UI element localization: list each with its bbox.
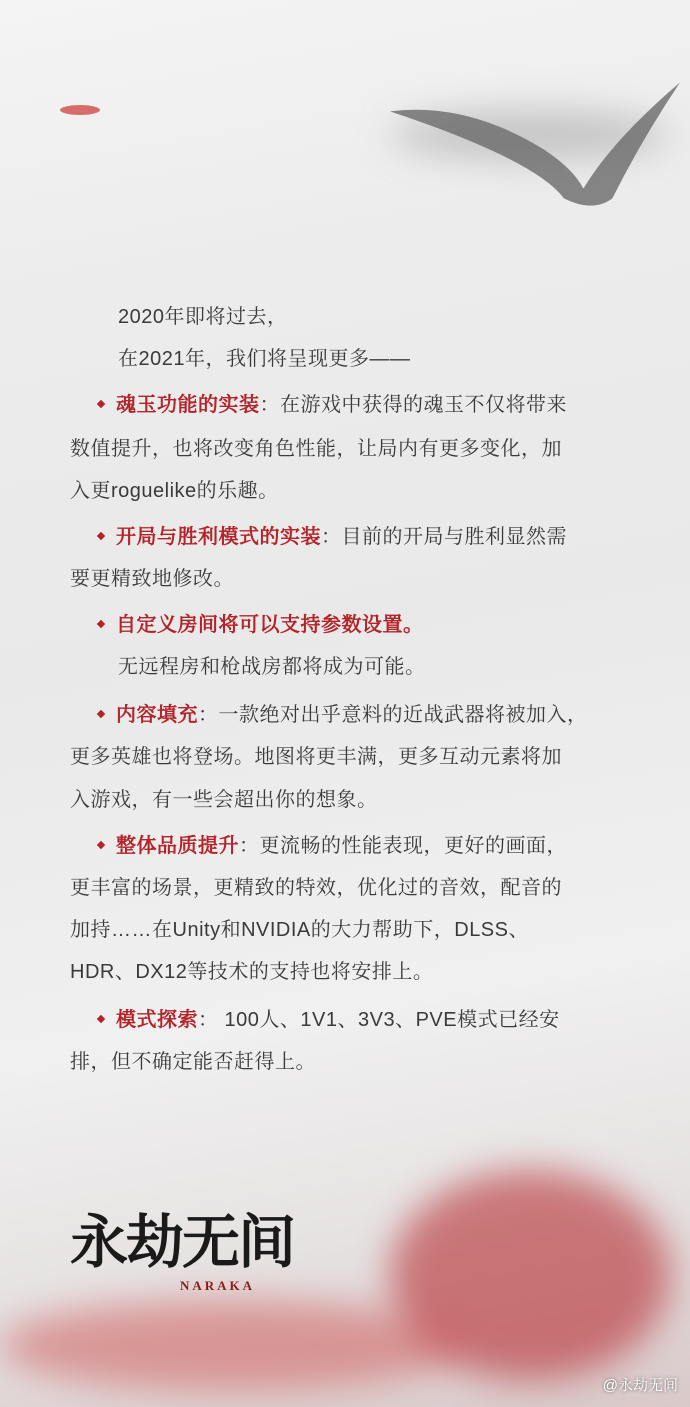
item-text: 加持……在Unity和NVIDIA的大力帮助下，DLSS、 — [70, 919, 529, 941]
item-text: 入更roguelike的乐趣。 — [70, 480, 279, 502]
game-logo: 永劫无间 — [70, 1208, 295, 1276]
list-item — [98, 703, 588, 727]
bullet-icon — [97, 531, 105, 539]
list-item — [98, 393, 567, 417]
item-text: 入游戏，有一些会超出你的想象。 — [70, 789, 378, 811]
item-title: 整体品质提升 — [116, 835, 239, 857]
list-item — [98, 834, 567, 858]
list-item — [98, 525, 567, 549]
item-text: ：更流畅的性能表现，更好的画面， — [239, 835, 567, 857]
item-text: 数值提升，也将改变角色性能，让局内有更多变化，加 — [70, 438, 562, 460]
item-title: 自定义房间将可以支持参数设置。 — [116, 614, 424, 636]
item-text: ：在游戏中获得的魂玉不仅将带来 — [259, 394, 567, 416]
item-title: 模式探索 — [116, 1009, 198, 1031]
petal — [60, 105, 100, 115]
weibo-watermark: @永劫无间 — [602, 1377, 678, 1394]
intro-line: 2020年即将过去， — [118, 306, 288, 328]
item-text: 排，但不确定能否赶得上。 — [70, 1051, 316, 1073]
bullet-icon — [97, 1014, 105, 1022]
bullet-icon — [97, 709, 105, 717]
bullet-icon — [97, 840, 105, 848]
game-logo-subtitle: NARAKA — [180, 1278, 256, 1293]
item-text: 要更精致地修改。 — [70, 568, 234, 590]
intro-line: 在2021年，我们将呈现更多—— — [118, 348, 411, 370]
bullet-icon — [97, 399, 105, 407]
item-text: ：一款绝对出乎意料的近战武器将被加入， — [198, 704, 588, 726]
bird-icon — [390, 80, 680, 220]
item-text: 更丰富的场景，更精致的特效，优化过的音效，配音的 — [70, 877, 562, 899]
red-ground — [0, 1300, 460, 1390]
bullet-icon — [97, 619, 105, 627]
item-text: 更多英雄也将登场。地图将更丰满，更多互动元素将加 — [70, 746, 562, 768]
item-title: 魂玉功能的实装 — [116, 394, 260, 416]
item-text: HDR、DX12等技术的支持也将安排上。 — [70, 961, 434, 983]
item-text: 无远程房和枪战房都将成为可能。 — [118, 656, 426, 678]
item-title: 内容填充 — [116, 704, 198, 726]
list-item — [98, 613, 424, 637]
item-text: ： 100人、1V1、3V3、PVE模式已经安 — [198, 1009, 560, 1031]
item-text: ：目前的开局与胜利显然需 — [321, 526, 567, 548]
item-title: 开局与胜利模式的实装 — [116, 526, 321, 548]
list-item — [98, 1008, 560, 1032]
